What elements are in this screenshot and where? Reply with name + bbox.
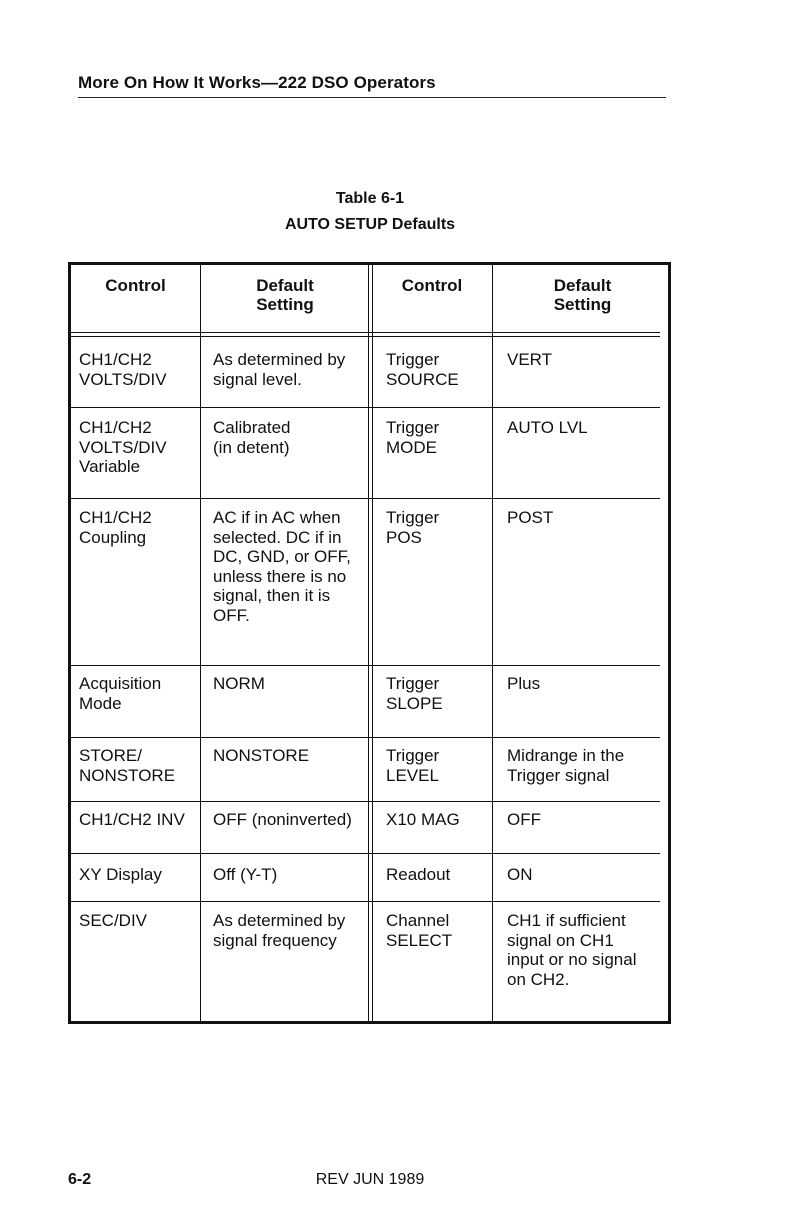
table-cell: Trigger POS	[386, 508, 440, 547]
table-cell: NONSTORE	[213, 746, 310, 765]
table-cell: Readout	[386, 865, 451, 884]
column-divider	[492, 265, 493, 1021]
table-cell: CH1/CH2 Coupling	[79, 508, 152, 547]
table-cell: Trigger LEVEL	[386, 746, 440, 785]
table-cell: Calibrated (in detent)	[213, 418, 291, 457]
table-cell: OFF (noninverted)	[213, 810, 352, 829]
table-cell: Acquisition Mode	[79, 674, 162, 713]
table-cell: CH1 if sufficient signal on CH1 input or no signal on CH2.	[507, 911, 637, 989]
table-cell: Trigger SLOPE	[386, 674, 443, 713]
row-rule	[71, 901, 660, 902]
column-divider	[200, 265, 201, 1021]
table-cell: CH1/CH2 VOLTS/DIV Variable	[79, 418, 167, 476]
column-header: Control	[105, 276, 166, 295]
table-cell: Plus	[507, 674, 541, 693]
table-cell: CH1/CH2 VOLTS/DIV	[79, 350, 167, 389]
row-rule	[71, 801, 660, 802]
table-cell: Off (Y-T)	[213, 865, 278, 884]
column-header: Control	[401, 276, 463, 295]
row-rule	[71, 498, 660, 499]
table-cell: As determined by signal frequency	[213, 911, 346, 950]
running-header: More On How It Works—222 DSO Operators	[78, 73, 666, 98]
table-cell: AC if in AC when selected. DC if in DC, GND, or OFF, unless there is no signal, then it is OFF.	[213, 508, 351, 625]
table-cell: POST	[507, 508, 554, 527]
table-cell: STORE/ NONSTORE	[79, 746, 176, 785]
row-rule	[71, 853, 660, 854]
table-cell: AUTO LVL	[507, 418, 588, 437]
table-cell: XY Display	[79, 865, 162, 884]
header-double-rule	[71, 332, 660, 337]
table-cell: SEC/DIV	[79, 911, 148, 930]
page-number: 6-2	[68, 1171, 92, 1188]
row-rule	[71, 407, 660, 408]
table-cell: X10 MAG	[386, 810, 460, 829]
table-cell: Trigger MODE	[386, 418, 440, 457]
table-title: AUTO SETUP Defaults	[284, 216, 456, 233]
table-cell: Channel SELECT	[386, 911, 453, 950]
column-header: Default Setting	[256, 276, 314, 314]
table-cell: OFF	[507, 810, 541, 829]
table-cell: Trigger SOURCE	[386, 350, 459, 389]
table-cell: VERT	[507, 350, 553, 369]
revision-date: REV JUN 1989	[315, 1171, 425, 1188]
table-cell: NORM	[213, 674, 265, 693]
column-header: Default Setting	[553, 276, 612, 314]
auto-setup-defaults-table	[68, 262, 671, 1024]
table-cell: ON	[507, 865, 533, 884]
table-number: Table 6-1	[335, 190, 405, 207]
table-cell: Midrange in the Trigger signal	[507, 746, 625, 785]
table-cell: As determined by signal level.	[213, 350, 346, 389]
table-cell: CH1/CH2 INV	[79, 810, 185, 829]
row-rule	[71, 737, 660, 738]
row-rule	[71, 665, 660, 666]
column-double-divider	[368, 265, 373, 1021]
